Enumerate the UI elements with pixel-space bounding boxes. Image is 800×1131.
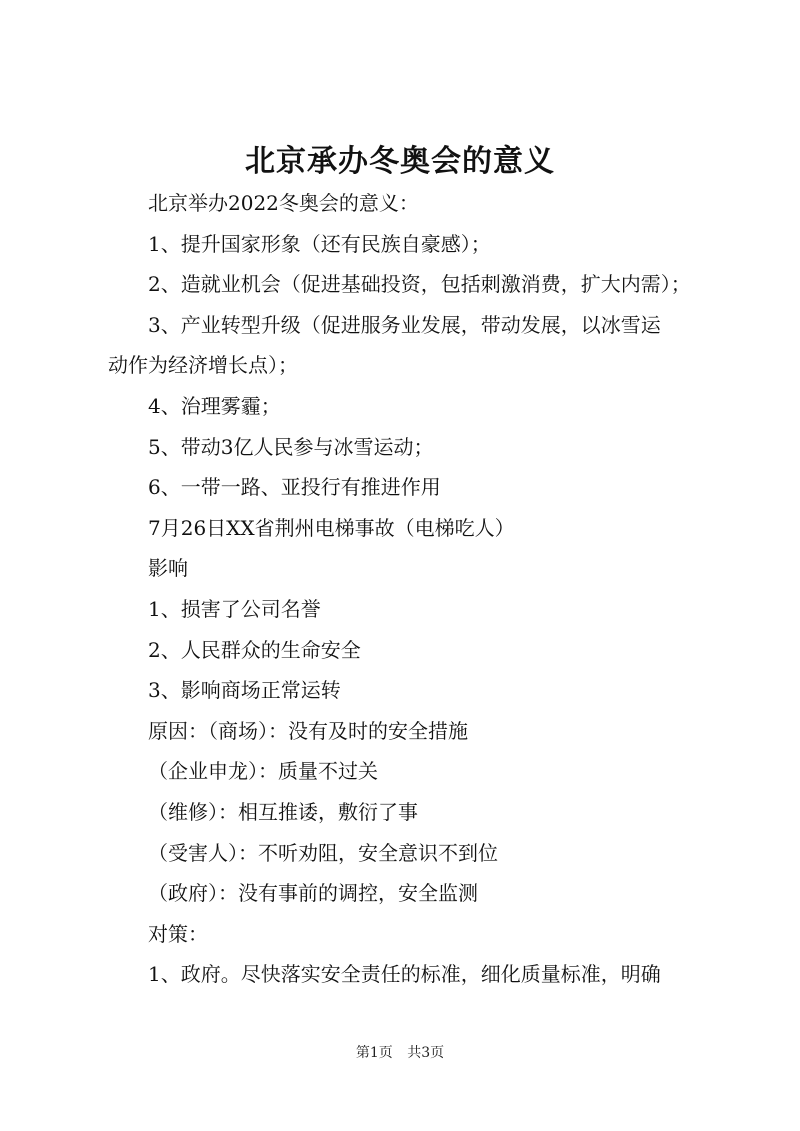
paragraph-line: 4、治理雾霾； [148, 393, 281, 418]
paragraph-line: 6、一带一路、亚投行有推进作用 [148, 475, 441, 500]
document-title: 北京承办冬奥会的意义 [245, 144, 555, 179]
paragraph-line: 2、人民群众的生命安全 [148, 637, 361, 662]
paragraph-line: 7月26日XX省荆州电梯事故（电梯吃人） [148, 515, 515, 540]
paragraph-line: 2、造就业机会（促进基础投资，包括刺激消费，扩大内需）； [148, 272, 691, 297]
paragraph-line: 1、损害了公司名誉 [148, 596, 321, 621]
document-body [108, 183, 728, 995]
paragraph-line: 1、政府。尽快落实安全责任的标准，细化质量标准，明确 [148, 962, 661, 987]
paragraph-line: 动作为经济增长点）； [108, 353, 298, 378]
paragraph-line: 5、带动3亿人民参与冰雪运动； [148, 434, 434, 459]
paragraph-line: 北京举办2022冬奥会的意义： [148, 191, 419, 215]
paragraph-line: 3、产业转型升级（促进服务业发展，带动发展，以冰雪运 [148, 312, 661, 337]
paragraph-line: 3、影响商场正常运转 [148, 678, 341, 703]
paragraph-line: （维修）：相互推诿，敷衍了事 [148, 799, 418, 824]
paragraph-line: 原因：（商场）：没有及时的安全措施 [148, 718, 468, 743]
paragraph-line: 对策： [148, 921, 208, 946]
paragraph-line: （受害人）：不听劝阻，安全意识不到位 [148, 840, 498, 865]
page-number: 第1页 [355, 1045, 393, 1061]
paragraph-line: （企业申龙）：质量不过关 [148, 759, 378, 784]
paragraph-line: 1、提升国家形象（还有民族自豪感）； [148, 231, 491, 256]
page-total: 共3页 [407, 1045, 445, 1061]
paragraph-line: （政府）：没有事前的调控，安全监测 [148, 881, 478, 906]
page-footer [0, 1043, 800, 1063]
paragraph-line: 影响 [148, 556, 188, 581]
